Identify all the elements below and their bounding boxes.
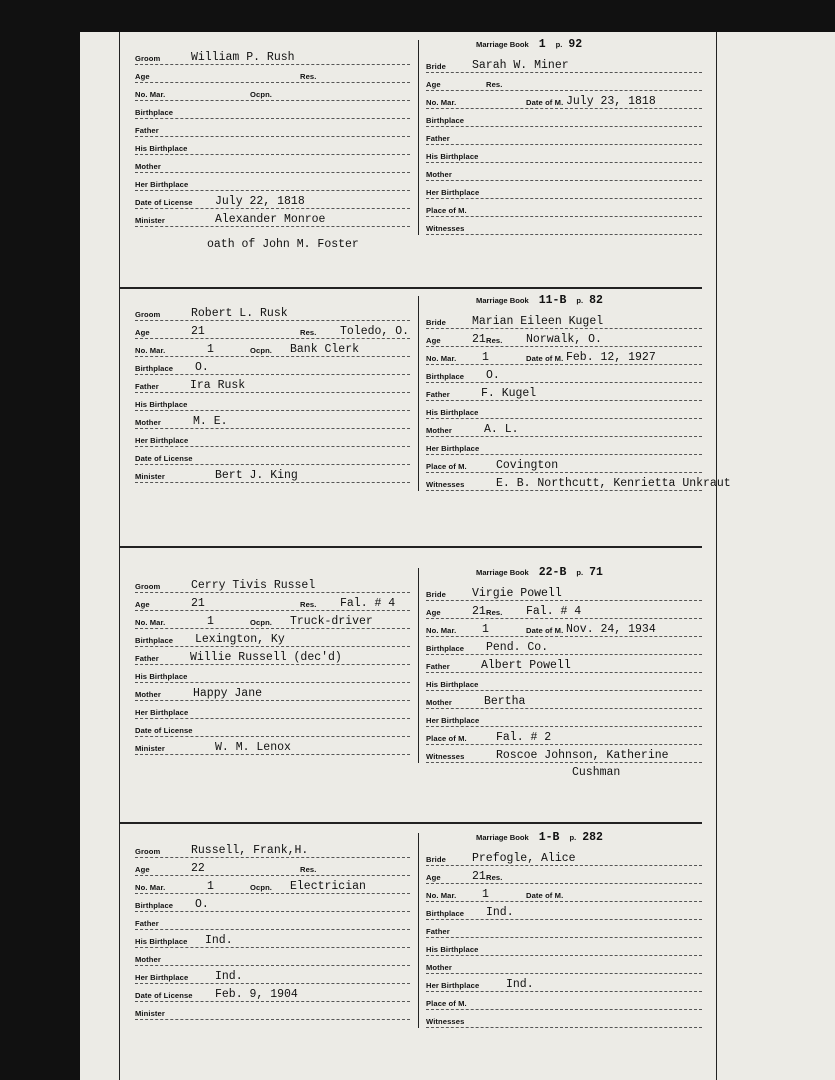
field-label: Age bbox=[426, 336, 441, 345]
groom-field-row bbox=[135, 965, 410, 984]
bride-field-row bbox=[426, 108, 702, 127]
marriage-book-number: 11-B bbox=[538, 294, 567, 307]
field-label: Witnesses bbox=[426, 480, 465, 489]
field-label: Res. bbox=[300, 72, 317, 81]
field-label: Her Birthplace bbox=[426, 188, 480, 197]
groom-field-row bbox=[135, 664, 410, 683]
field-label: Bride bbox=[426, 62, 446, 71]
groom-field-row bbox=[135, 1001, 410, 1020]
field-value: Alexander Monroe bbox=[215, 213, 326, 226]
field-label: No. Mar. bbox=[426, 891, 457, 900]
field-value: 1 bbox=[482, 888, 489, 901]
field-label: Date of M. bbox=[526, 98, 564, 107]
field-value: Feb. 12, 1927 bbox=[566, 351, 656, 364]
field-label: No. Mar. bbox=[426, 626, 457, 635]
field-value: A. L. bbox=[484, 423, 519, 436]
field-label: Birthplace bbox=[135, 636, 174, 645]
field-value: 21 bbox=[472, 605, 486, 618]
field-value: Marian Eileen Kugel bbox=[472, 315, 604, 328]
field-value: Willie Russell (dec'd) bbox=[190, 651, 342, 664]
field-label: Bride bbox=[426, 590, 446, 599]
field-label: Place of M. bbox=[426, 999, 467, 1008]
groom-field-row bbox=[135, 700, 410, 719]
groom-field-row bbox=[135, 464, 410, 483]
field-label: Ocpn. bbox=[250, 618, 273, 627]
field-label: Res. bbox=[300, 328, 317, 337]
groom-field-row bbox=[135, 718, 410, 737]
field-value: O. bbox=[195, 361, 209, 374]
bride-field-row bbox=[426, 973, 702, 992]
groom-field-row bbox=[135, 154, 410, 173]
groom-field-row bbox=[135, 574, 410, 593]
field-value: E. B. Northcutt, Kenrietta Unkraut bbox=[496, 477, 731, 490]
field-label: Place of M. bbox=[426, 206, 467, 215]
field-label: Mother bbox=[426, 963, 452, 972]
card-divider bbox=[120, 287, 702, 289]
groom-column bbox=[135, 574, 410, 754]
field-label: Her Birthplace bbox=[135, 436, 189, 445]
groom-field-row bbox=[135, 947, 410, 966]
page-label: p. bbox=[569, 833, 577, 842]
field-value: July 23, 1818 bbox=[566, 95, 656, 108]
marriage-book-label: Marriage Book bbox=[476, 833, 529, 842]
field-value: Ira Rusk bbox=[190, 379, 246, 392]
bride-field-row bbox=[426, 600, 702, 619]
field-value: O. bbox=[195, 898, 209, 911]
bride-field-row bbox=[426, 198, 702, 217]
marriage-book-header bbox=[476, 294, 603, 308]
groom-field-row bbox=[135, 172, 410, 191]
field-label: Date of License bbox=[135, 991, 193, 1000]
field-label: Father bbox=[135, 126, 159, 135]
bride-field-row bbox=[426, 400, 702, 419]
page-label: p. bbox=[576, 568, 584, 577]
field-label: Her Birthplace bbox=[426, 444, 480, 453]
field-label: Witnesses bbox=[426, 752, 465, 761]
field-value: Fal. # 4 bbox=[526, 605, 582, 618]
field-label: Mother bbox=[135, 690, 161, 699]
field-value: July 22, 1818 bbox=[215, 195, 305, 208]
groom-field-row bbox=[135, 628, 410, 647]
card-divider bbox=[120, 546, 702, 548]
groom-field-row bbox=[135, 911, 410, 930]
marriage-record-card bbox=[120, 566, 715, 779]
bride-field-row bbox=[426, 472, 731, 491]
page-label: p. bbox=[555, 40, 563, 49]
groom-field-row bbox=[135, 610, 410, 629]
bride-field-row bbox=[426, 382, 702, 401]
bride-field-row bbox=[426, 1009, 702, 1028]
field-label: Mother bbox=[135, 955, 161, 964]
field-label: Age bbox=[426, 873, 441, 882]
field-label: Mother bbox=[426, 698, 452, 707]
groom-field-row bbox=[135, 118, 410, 137]
groom-field-row bbox=[135, 592, 410, 611]
field-label: Father bbox=[426, 662, 450, 671]
field-value: 21 bbox=[472, 333, 486, 346]
field-label: Ocpn. bbox=[250, 346, 273, 355]
field-value: Norwalk, O. bbox=[526, 333, 602, 346]
bride-field-row bbox=[426, 126, 702, 145]
marriage-book-number: 22-B bbox=[538, 566, 567, 579]
field-label: Date of M. bbox=[526, 626, 564, 635]
bride-field-row bbox=[426, 310, 702, 329]
bride-field-row bbox=[426, 618, 702, 637]
field-value: Covington bbox=[496, 459, 559, 472]
marriage-book-label: Marriage Book bbox=[476, 296, 529, 305]
field-value: 22 bbox=[191, 862, 205, 875]
groom-field-row bbox=[135, 320, 410, 339]
groom-field-row bbox=[135, 208, 410, 227]
bride-column bbox=[426, 54, 702, 234]
field-label: Bride bbox=[426, 318, 446, 327]
field-value: Russell, Frank,H. bbox=[191, 844, 309, 857]
field-label: Bride bbox=[426, 855, 446, 864]
page-number: 82 bbox=[589, 294, 603, 307]
groom-field-row bbox=[135, 410, 410, 429]
field-value: Ind. bbox=[506, 978, 534, 991]
groom-field-row bbox=[135, 736, 410, 755]
bride-field-row bbox=[426, 991, 702, 1010]
field-label: Witnesses bbox=[426, 224, 465, 233]
groom-field-row bbox=[135, 64, 410, 83]
field-value: 1 bbox=[482, 623, 489, 636]
field-value: 21 bbox=[191, 325, 205, 338]
groom-field-row bbox=[135, 302, 410, 321]
groom-column bbox=[135, 302, 410, 482]
groom-column bbox=[135, 839, 410, 1019]
column-separator bbox=[418, 296, 419, 491]
groom-field-row bbox=[135, 392, 410, 411]
field-label: Birthplace bbox=[135, 364, 174, 373]
field-label: Date of M. bbox=[526, 891, 564, 900]
witnesses-continuation: Cushman bbox=[572, 766, 621, 779]
groom-field-row bbox=[135, 338, 410, 357]
field-label: Birthplace bbox=[426, 116, 465, 125]
field-label: Mother bbox=[426, 170, 452, 179]
groom-column bbox=[135, 46, 410, 226]
field-label: Age bbox=[135, 72, 150, 81]
field-label: Minister bbox=[135, 1009, 165, 1018]
groom-field-row bbox=[135, 374, 410, 393]
field-value: Bertha bbox=[484, 695, 526, 708]
field-value: Fal. # 4 bbox=[340, 597, 396, 610]
groom-field-row bbox=[135, 875, 410, 894]
groom-field-row bbox=[135, 857, 410, 876]
marriage-book-number: 1-B bbox=[538, 831, 560, 844]
marriage-book-number: 1 bbox=[538, 38, 546, 51]
field-label: Groom bbox=[135, 847, 161, 856]
field-label: Her Birthplace bbox=[426, 716, 480, 725]
groom-field-row bbox=[135, 82, 410, 101]
field-value: 1 bbox=[207, 880, 214, 893]
field-label: Age bbox=[426, 608, 441, 617]
bride-field-row bbox=[426, 216, 702, 235]
field-value: 21 bbox=[472, 870, 486, 883]
page-label: p. bbox=[576, 296, 584, 305]
field-label: His Birthplace bbox=[426, 408, 479, 417]
field-label: Age bbox=[426, 80, 441, 89]
card-divider bbox=[120, 822, 702, 824]
field-label: Date of License bbox=[135, 198, 193, 207]
bride-field-row bbox=[426, 72, 702, 91]
bride-field-row bbox=[426, 883, 702, 902]
groom-field-row bbox=[135, 190, 410, 209]
bride-field-row bbox=[426, 937, 702, 956]
field-value: O. bbox=[486, 369, 500, 382]
field-value: Truck-driver bbox=[290, 615, 373, 628]
field-label: No. Mar. bbox=[426, 354, 457, 363]
field-value: 1 bbox=[207, 343, 214, 356]
field-label: Ocpn. bbox=[250, 883, 273, 892]
field-label: Mother bbox=[426, 426, 452, 435]
field-label: No. Mar. bbox=[135, 883, 166, 892]
bride-field-row bbox=[426, 328, 702, 347]
field-label: Age bbox=[135, 865, 150, 874]
column-separator bbox=[418, 833, 419, 1028]
page-number: 71 bbox=[589, 566, 603, 579]
bride-field-row bbox=[426, 865, 702, 884]
field-label: Groom bbox=[135, 310, 161, 319]
field-label: His Birthplace bbox=[426, 152, 479, 161]
bride-column bbox=[426, 310, 731, 490]
field-label: Minister bbox=[135, 472, 165, 481]
groom-field-row bbox=[135, 356, 410, 375]
field-value: William P. Rush bbox=[191, 51, 295, 64]
field-label: Res. bbox=[486, 873, 503, 882]
field-value: Albert Powell bbox=[481, 659, 571, 672]
field-label: Birthplace bbox=[426, 909, 465, 918]
bride-field-row bbox=[426, 708, 702, 727]
bride-field-row bbox=[426, 955, 702, 974]
field-label: Mother bbox=[135, 162, 161, 171]
field-label: His Birthplace bbox=[135, 144, 188, 153]
field-label: Place of M. bbox=[426, 462, 467, 471]
field-value: Ind. bbox=[486, 906, 514, 919]
bride-field-row bbox=[426, 54, 702, 73]
field-label: Res. bbox=[300, 600, 317, 609]
marriage-record-card bbox=[120, 294, 731, 501]
field-label: His Birthplace bbox=[135, 400, 188, 409]
bride-field-row bbox=[426, 454, 702, 473]
column-separator bbox=[418, 568, 419, 763]
bride-field-row bbox=[426, 901, 702, 920]
field-label: Date of License bbox=[135, 454, 193, 463]
field-value: F. Kugel bbox=[481, 387, 537, 400]
bride-field-row bbox=[426, 436, 702, 455]
field-label: Her Birthplace bbox=[426, 981, 480, 990]
field-label: No. Mar. bbox=[426, 98, 457, 107]
field-value: Toledo, O. bbox=[340, 325, 410, 338]
bride-field-row bbox=[426, 418, 702, 437]
field-value: Cerry Tivis Russel bbox=[191, 579, 316, 592]
field-label: Birthplace bbox=[135, 901, 174, 910]
field-label: Place of M. bbox=[426, 734, 467, 743]
field-value: Nov. 24, 1934 bbox=[566, 623, 656, 636]
field-value: Electrician bbox=[290, 880, 366, 893]
field-value: Happy Jane bbox=[193, 687, 263, 700]
groom-field-row bbox=[135, 839, 410, 858]
marriage-record-card bbox=[120, 833, 715, 1038]
field-value: 1 bbox=[207, 615, 214, 628]
field-value: Ind. bbox=[215, 970, 243, 983]
field-value: M. E. bbox=[193, 415, 228, 428]
field-label: Groom bbox=[135, 582, 161, 591]
bride-column bbox=[426, 582, 702, 762]
column-separator bbox=[418, 40, 419, 235]
field-label: Birthplace bbox=[135, 108, 174, 117]
field-label: Birthplace bbox=[426, 372, 465, 381]
field-value: 21 bbox=[191, 597, 205, 610]
marriage-book-header bbox=[476, 831, 603, 845]
field-label: No. Mar. bbox=[135, 90, 166, 99]
groom-field-row bbox=[135, 446, 410, 465]
field-label: Father bbox=[426, 927, 450, 936]
marriage-book-label: Marriage Book bbox=[476, 568, 529, 577]
field-value: Bank Clerk bbox=[290, 343, 360, 356]
field-label: Minister bbox=[135, 216, 165, 225]
groom-field-row bbox=[135, 893, 410, 912]
marriage-record-card bbox=[120, 38, 715, 251]
field-label: Her Birthplace bbox=[135, 180, 189, 189]
field-label: Res. bbox=[486, 80, 503, 89]
field-label: Father bbox=[135, 919, 159, 928]
field-label: Birthplace bbox=[426, 644, 465, 653]
field-value: Prefogle, Alice bbox=[472, 852, 576, 865]
marriage-book-header bbox=[476, 38, 582, 52]
groom-field-row bbox=[135, 929, 410, 948]
field-value: Pend. Co. bbox=[486, 641, 549, 654]
bride-field-row bbox=[426, 144, 702, 163]
field-label: No. Mar. bbox=[135, 346, 166, 355]
field-label: Her Birthplace bbox=[135, 708, 189, 717]
field-label: Res. bbox=[300, 865, 317, 874]
field-label: His Birthplace bbox=[426, 680, 479, 689]
field-value: Virgie Powell bbox=[472, 587, 562, 600]
field-label: Father bbox=[135, 654, 159, 663]
marriage-book-header bbox=[476, 566, 603, 580]
groom-field-row bbox=[135, 983, 410, 1002]
field-label: His Birthplace bbox=[426, 945, 479, 954]
bride-column bbox=[426, 847, 702, 1027]
bride-field-row bbox=[426, 654, 702, 673]
field-label: Res. bbox=[486, 336, 503, 345]
field-label: Father bbox=[135, 382, 159, 391]
field-label: His Birthplace bbox=[135, 937, 188, 946]
bride-field-row bbox=[426, 364, 702, 383]
bride-field-row bbox=[426, 672, 702, 691]
field-label: Father bbox=[426, 134, 450, 143]
bride-field-row bbox=[426, 847, 702, 866]
field-label: Res. bbox=[486, 608, 503, 617]
field-label: No. Mar. bbox=[135, 618, 166, 627]
field-label: Age bbox=[135, 328, 150, 337]
bride-field-row bbox=[426, 690, 702, 709]
bride-field-row bbox=[426, 726, 702, 745]
field-label: Minister bbox=[135, 744, 165, 753]
bride-field-row bbox=[426, 346, 702, 365]
bride-field-row bbox=[426, 162, 702, 181]
groom-field-row bbox=[135, 136, 410, 155]
bride-field-row bbox=[426, 919, 702, 938]
field-value: Ind. bbox=[205, 934, 233, 947]
field-label: Groom bbox=[135, 54, 161, 63]
groom-field-row bbox=[135, 100, 410, 119]
groom-note: oath of John M. Foster bbox=[207, 238, 359, 251]
field-label: His Birthplace bbox=[135, 672, 188, 681]
field-label: Father bbox=[426, 390, 450, 399]
field-value: Roscoe Johnson, Katherine bbox=[496, 749, 669, 762]
field-label: Witnesses bbox=[426, 1017, 465, 1026]
page-number: 282 bbox=[582, 831, 603, 844]
field-label: Age bbox=[135, 600, 150, 609]
field-label: Ocpn. bbox=[250, 90, 273, 99]
field-value: Bert J. King bbox=[215, 469, 298, 482]
field-value: Robert L. Rusk bbox=[191, 307, 288, 320]
field-value: Feb. 9, 1904 bbox=[215, 988, 298, 1001]
right-margin-rule bbox=[716, 32, 717, 1080]
field-value: W. M. Lenox bbox=[215, 741, 291, 754]
field-label: Date of M. bbox=[526, 354, 564, 363]
field-value: 1 bbox=[482, 351, 489, 364]
page-number: 92 bbox=[568, 38, 583, 51]
field-value: Sarah W. Miner bbox=[472, 59, 569, 72]
marriage-book-label: Marriage Book bbox=[476, 40, 529, 49]
field-value: Lexington, Ky bbox=[195, 633, 285, 646]
field-label: Date of License bbox=[135, 726, 193, 735]
bride-field-row bbox=[426, 744, 702, 763]
groom-field-row bbox=[135, 46, 410, 65]
groom-field-row bbox=[135, 428, 410, 447]
field-label: Her Birthplace bbox=[135, 973, 189, 982]
bride-field-row bbox=[426, 636, 702, 655]
field-value: Fal. # 2 bbox=[496, 731, 552, 744]
bride-field-row bbox=[426, 180, 702, 199]
bride-field-row bbox=[426, 90, 702, 109]
groom-field-row bbox=[135, 682, 410, 701]
bride-field-row bbox=[426, 582, 702, 601]
groom-field-row bbox=[135, 646, 410, 665]
field-label: Mother bbox=[135, 418, 161, 427]
